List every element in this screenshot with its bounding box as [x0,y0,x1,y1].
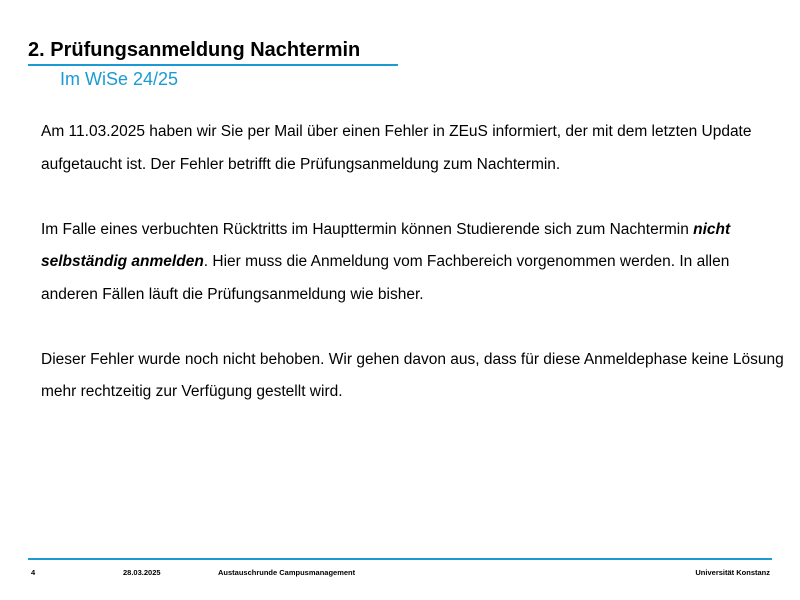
paragraph-withdrawal-rule [41,214,786,312]
footer-page-number: 4 [31,568,36,577]
footer-organization: Universität Konstanz [695,568,770,577]
title-underline [28,64,398,66]
footer-event-name: Austauschrunde Campusmanagement [218,568,356,577]
slide-subtitle: Im WiSe 24/25 [60,69,179,89]
paragraph-status: Dieser Fehler wurde noch nicht behoben. Wir gehen davon aus, dass für diese Anmeldephase keine Lösung mehr rechtzeitig zur Verfügung gestellt wird. [41,350,784,400]
slide-title: 2. Prüfungsanmeldung Nachtermin [28,39,361,61]
paragraph-withdrawal-text-after: . Hier muss die Anmeldung vom Fachbereich vorgenommen werden. In allen anderen Fällen läuft die Prüfungsanmeldung wie bisher. [41,253,730,303]
footer-date: 28.03.2025 [123,568,161,577]
slide-content [41,116,786,409]
paragraph-withdrawal-text-before: Im Falle eines verbuchten Rücktritts im Haupttermin können Studierende sich zum Nachtermin [41,220,694,238]
emphasis-text: nicht selbständig anmelden [41,220,731,270]
footer-divider [28,558,772,560]
paragraph-error-notice: Am 11.03.2025 haben wir Sie per Mail über einen Fehler in ZEuS informiert, der mit dem letzten Update aufgetaucht ist. Der Fehler betrifft die Prüfungsanmeldung zum Nachtermin. [41,123,752,173]
